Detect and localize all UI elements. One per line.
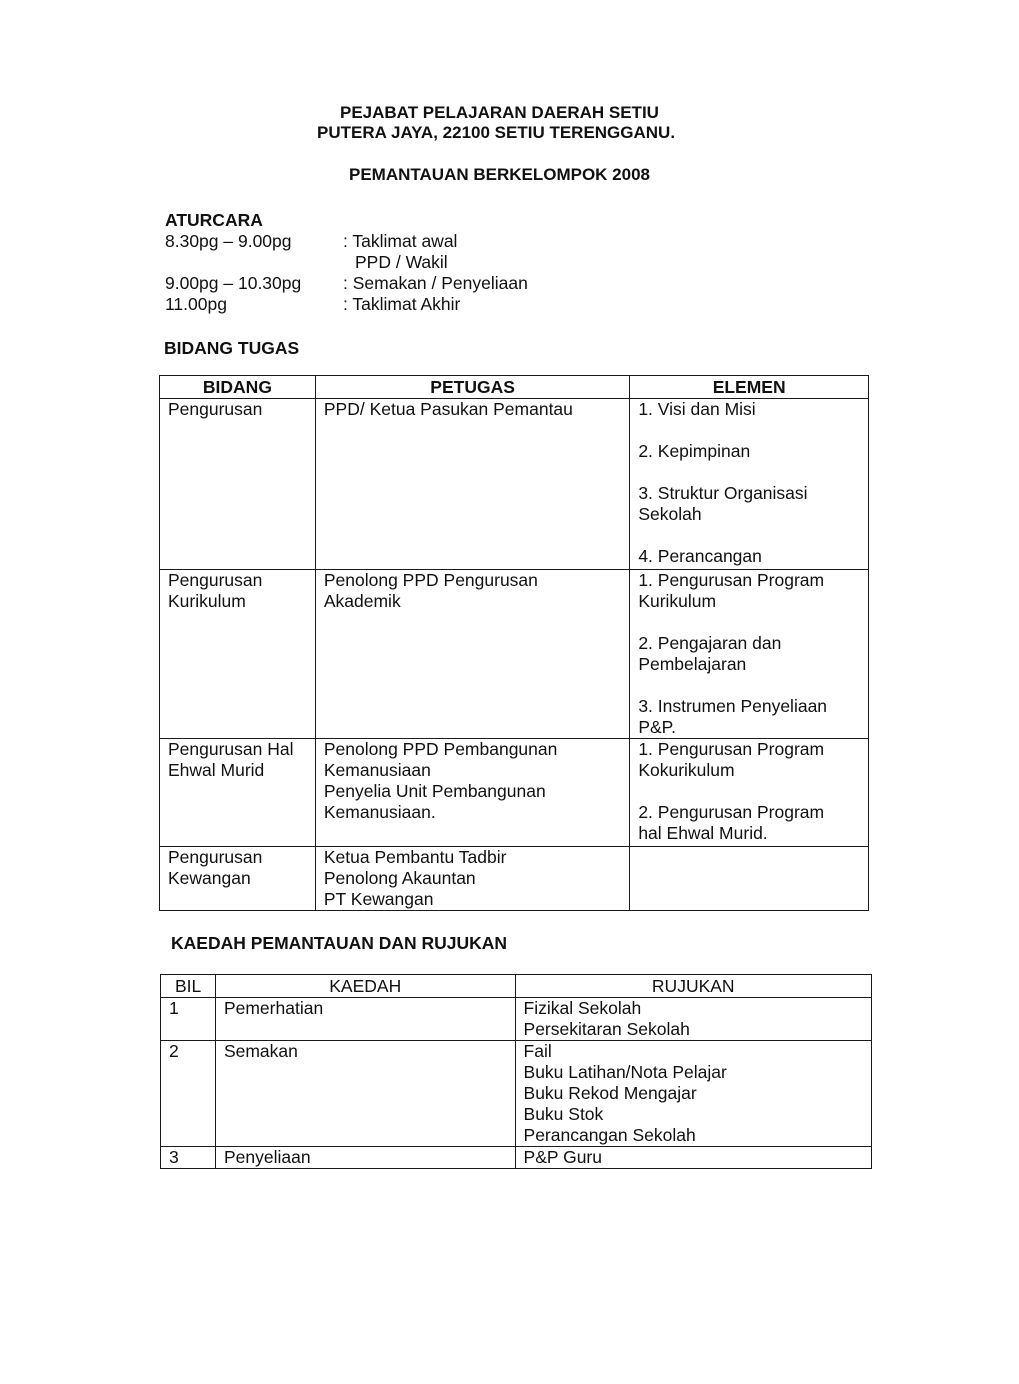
column-header-kaedah: KAEDAH — [215, 975, 515, 998]
table-row — [160, 570, 869, 739]
kaedah-heading: KAEDAH PEMANTAUAN DAN RUJUKAN — [171, 933, 508, 953]
elemen-cell — [630, 399, 869, 570]
bil-cell: 2 — [161, 1041, 216, 1147]
elemen-cell — [630, 847, 869, 911]
column-header-bidang: BIDANG — [160, 376, 316, 399]
aturcara-heading: ATURCARA — [165, 210, 263, 230]
bidang-cell: Pengurusan Hal Ehwal Murid — [160, 739, 316, 847]
elemen-item: 3. Struktur Organisasi Sekolah — [638, 483, 808, 524]
bil-cell: 3 — [161, 1147, 216, 1169]
aturcara-sub: PPD / Wakil — [355, 252, 448, 272]
bidang-tugas-heading: BIDANG TUGAS — [164, 338, 300, 358]
aturcara-time: 11.00pg — [165, 294, 227, 314]
elemen-item: 1. Pengurusan Program Kokurikulum — [638, 739, 825, 780]
bidang-cell: Pengurusan Kurikulum — [160, 570, 316, 739]
rujukan-cell: Fail Buku Latihan/Nota Pelajar Buku Rekod Mengajar Buku Stok Perancangan Sekolah — [515, 1041, 871, 1147]
document-title: PEMANTAUAN BERKELOMPOK 2008 — [349, 165, 651, 184]
kaedah-cell: Pemerhatian — [215, 998, 515, 1041]
elemen-item: 3. Instrumen Penyeliaan P&P. — [638, 696, 828, 737]
kaedah-table — [160, 974, 872, 1169]
aturcara-desc: : Taklimat Akhir — [343, 294, 461, 314]
aturcara-time: 8.30pg – 9.00pg — [165, 231, 292, 251]
petugas-cell: Penolong PPD Pengurusan Akademik — [315, 570, 629, 739]
elemen-item: 1. Pengurusan Program Kurikulum — [638, 570, 825, 611]
elemen-item: 2. Pengurusan Program hal Ehwal Murid. — [638, 802, 825, 843]
column-header-elemen: ELEMEN — [630, 376, 869, 399]
rujukan-cell: P&P Guru — [515, 1147, 871, 1169]
aturcara-desc: : Taklimat awal — [343, 231, 458, 251]
petugas-cell: Ketua Pembantu Tadbir Penolong Akauntan PT Kewangan — [315, 847, 629, 911]
table-row — [160, 847, 869, 911]
elemen-cell — [630, 739, 869, 847]
kaedah-cell: Penyeliaan — [215, 1147, 515, 1169]
elemen-item: 4. Perancangan — [638, 546, 762, 566]
elemen-cell — [630, 570, 869, 739]
bidang-cell: Pengurusan — [160, 399, 316, 570]
column-header-petugas: PETUGAS — [315, 376, 629, 399]
table-row — [161, 1147, 872, 1169]
table-row — [160, 399, 869, 570]
column-header-bil: BIL — [161, 975, 216, 998]
office-address: PUTERA JAYA, 22100 SETIU TERENGGANU. — [317, 123, 676, 142]
rujukan-cell: Fizikal Sekolah Persekitaran Sekolah — [515, 998, 871, 1041]
office-name: PEJABAT PELAJARAN DAERAH SETIU — [340, 103, 659, 122]
elemen-item: 1. Visi dan Misi — [638, 399, 756, 419]
table-row — [160, 739, 869, 847]
column-header-rujukan: RUJUKAN — [515, 975, 871, 998]
elemen-item: 2. Kepimpinan — [638, 441, 751, 461]
kaedah-cell: Semakan — [215, 1041, 515, 1147]
petugas-cell: PPD/ Ketua Pasukan Pemantau — [315, 399, 629, 570]
elemen-item: 2. Pengajaran dan Pembelajaran — [638, 633, 782, 674]
table-row — [161, 998, 872, 1041]
aturcara-time: 9.00pg – 10.30pg — [165, 273, 302, 293]
bidang-tugas-table — [159, 375, 869, 911]
aturcara-desc: : Semakan / Penyeliaan — [343, 273, 528, 293]
bidang-cell: Pengurusan Kewangan — [160, 847, 316, 911]
bil-cell: 1 — [161, 998, 216, 1041]
petugas-cell: Penolong PPD Pembangunan Kemanusiaan Penyelia Unit Pembangunan Kemanusiaan. — [315, 739, 629, 847]
table-row — [161, 1041, 872, 1147]
